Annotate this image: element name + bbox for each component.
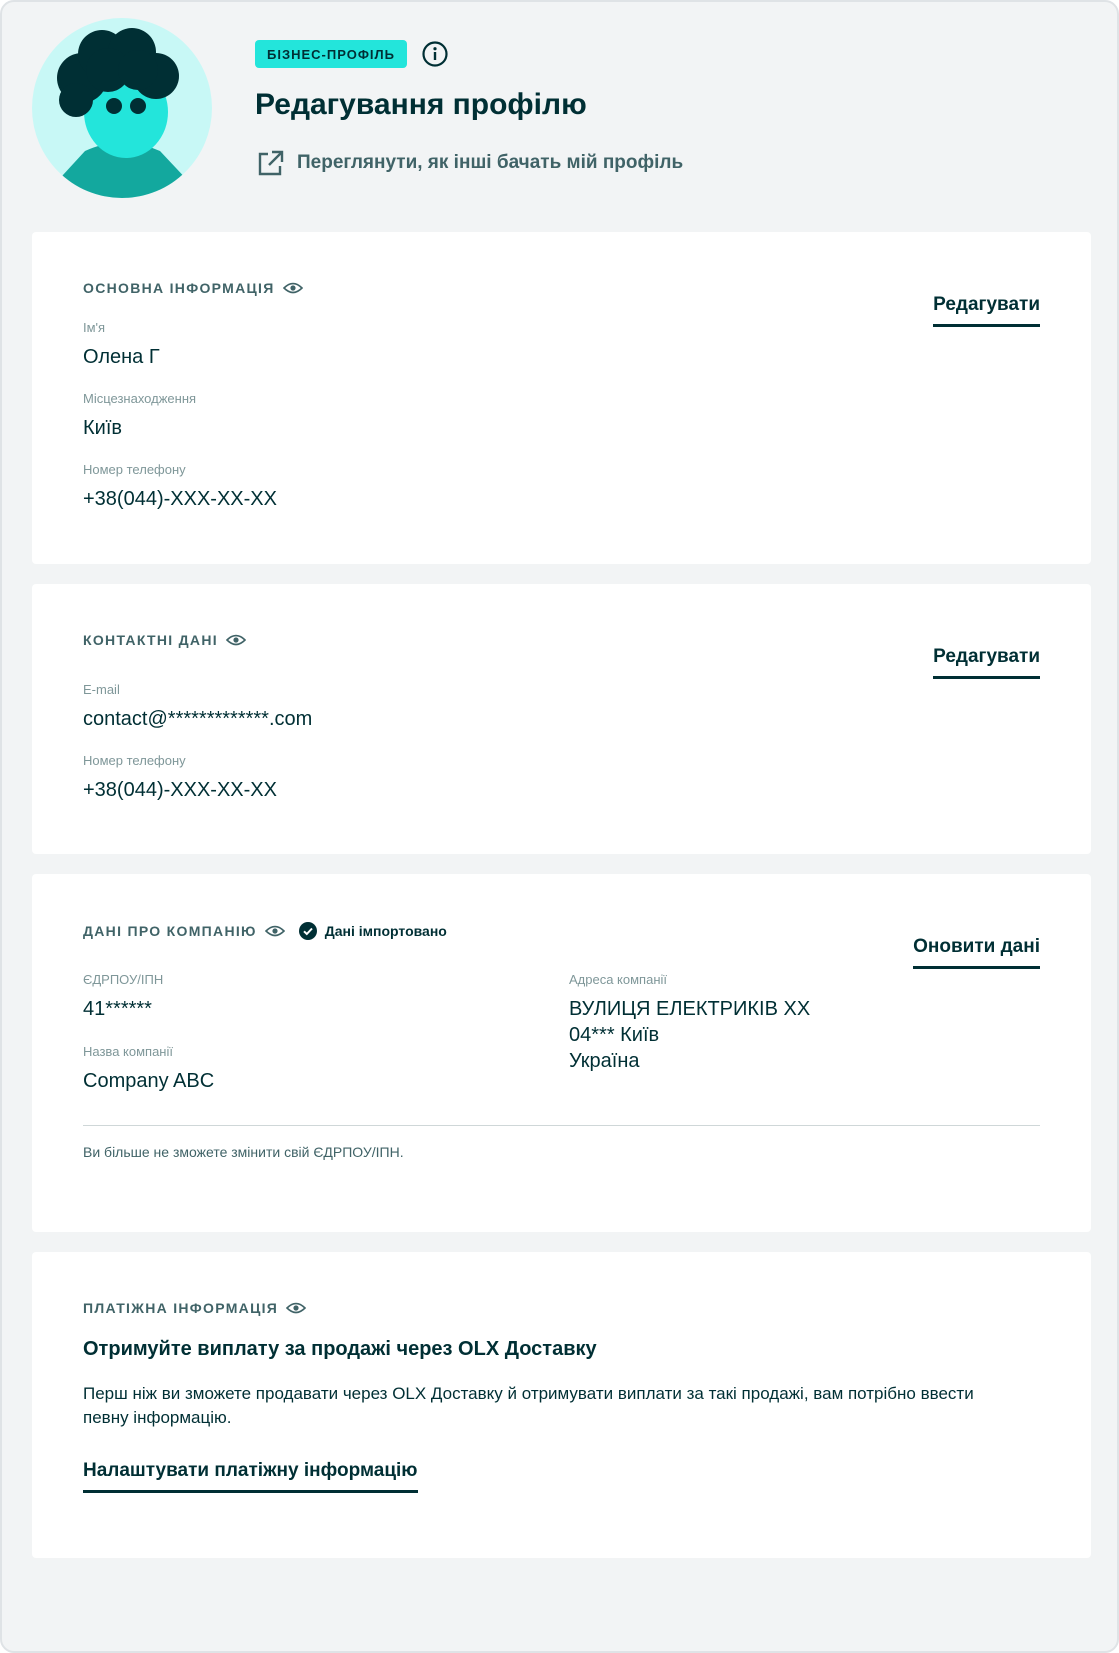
page-title: Редагування профілю — [255, 88, 587, 121]
setup-payment-button[interactable]: Налаштувати платіжну інформацію — [83, 1460, 418, 1493]
contact-phone-value: +38(044)-XXX-XX-XX — [83, 779, 277, 801]
company-name-label: Назва компанії — [83, 1044, 173, 1059]
check-circle-icon — [299, 922, 317, 940]
eye-icon — [265, 924, 285, 938]
address-line: Україна — [569, 1050, 640, 1072]
update-company-button[interactable]: Оновити дані — [913, 936, 1040, 969]
edrpou-note: Ви більше не зможете змінити свій ЄДРПОУ/ІПН. — [83, 1144, 404, 1160]
email-label: E-mail — [83, 682, 120, 697]
basic-info-card — [32, 232, 1091, 564]
contact-phone-label: Номер телефону — [83, 753, 186, 768]
location-label: Місцезнаходження — [83, 391, 197, 406]
company-header — [83, 922, 447, 940]
email-value: contact@*************.com — [83, 708, 313, 730]
payment-title: ПЛАТІЖНА ІНФОРМАЦІЯ — [83, 1300, 279, 1316]
imported-status — [299, 922, 447, 940]
view-link-label: Переглянути, як інші бачать мій профіль — [297, 152, 684, 173]
info-icon[interactable] — [421, 40, 449, 68]
basic-info-header — [83, 280, 303, 296]
avatar — [30, 16, 214, 200]
payment-header — [83, 1300, 306, 1316]
name-value: Олена Г — [83, 346, 160, 368]
edit-contact-button[interactable]: Редагувати — [933, 646, 1040, 679]
name-label: Ім'я — [83, 320, 106, 335]
company-card — [32, 874, 1091, 1232]
imported-label: Дані імпортовано — [324, 923, 447, 939]
contact-header — [83, 632, 246, 648]
contact-card — [32, 584, 1091, 854]
payment-description: Перш ніж ви зможете продавати через OLX Доставку й отримувати виплати за такі продажі, вам потрібно ввести певну інформацію. — [83, 1384, 974, 1427]
company-title: ДАНІ ПРО КОМПАНІЮ — [83, 923, 257, 939]
eye-icon — [283, 281, 303, 295]
business-profile-badge: БІЗНЕС-ПРОФІЛЬ — [255, 40, 407, 68]
payment-heading: Отримуйте виплату за продажі через OLX Доставку — [83, 1338, 597, 1360]
divider — [83, 1125, 1040, 1126]
payment-card — [32, 1252, 1091, 1558]
location-value: Київ — [83, 417, 123, 439]
company-name-value: Company ABC — [83, 1070, 215, 1092]
edrpou-value: 41****** — [83, 998, 152, 1020]
phone-value: +38(044)-XXX-XX-XX — [83, 488, 277, 510]
view-public-profile-link[interactable] — [255, 148, 683, 178]
eye-icon — [286, 1301, 306, 1315]
basic-info-title: ОСНОВНА ІНФОРМАЦІЯ — [83, 280, 275, 296]
edit-basic-info-button[interactable]: Редагувати — [933, 294, 1040, 327]
contact-title: КОНТАКТНІ ДАНІ — [83, 632, 218, 648]
phone-label: Номер телефону — [83, 462, 186, 477]
external-link-icon — [255, 148, 285, 178]
company-address — [569, 996, 810, 1074]
eye-icon — [226, 633, 246, 647]
address-line: ВУЛИЦЯ ЕЛЕКТРИКІВ XX — [569, 998, 811, 1020]
company-address-label: Адреса компанії — [569, 972, 668, 987]
address-line: 04*** Київ — [569, 1024, 660, 1046]
edrpou-label: ЄДРПОУ/ІПН — [83, 972, 164, 987]
badge-row — [255, 40, 449, 68]
